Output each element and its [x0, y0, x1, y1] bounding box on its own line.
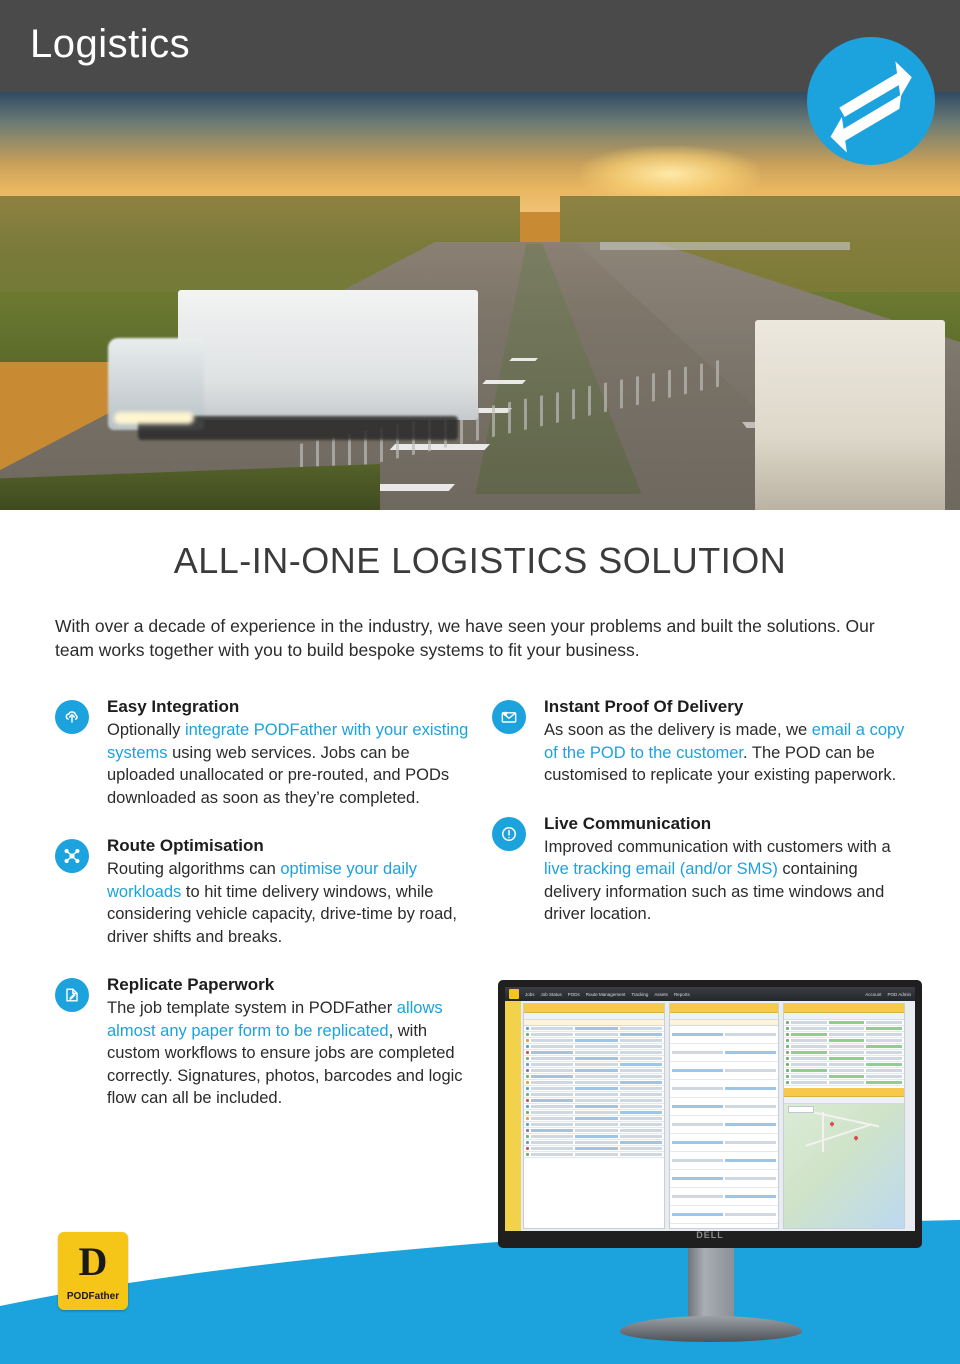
- monitor-stand-base: [620, 1316, 802, 1342]
- monitor-brand-label: DELL: [696, 1230, 724, 1240]
- monitor-stand-neck: [688, 1248, 734, 1320]
- hero-truck-right: [755, 320, 960, 510]
- app-panel-run-details[interactable]: [783, 1003, 905, 1229]
- feature-body: [107, 997, 475, 1110]
- app-menu-item[interactable]: Jobs: [525, 991, 535, 997]
- app-menu-item[interactable]: Job Status: [540, 991, 562, 997]
- feature-body: [544, 836, 907, 926]
- intro-paragraph: With over a decade of experience in the industry, we have seen your problems and built the solutions. Our team works together with you to build bespoke systems to fit your business.: [55, 616, 875, 660]
- cloud-upload-icon: [55, 700, 89, 734]
- app-panel-header: [784, 1004, 904, 1013]
- route-network-icon: [55, 839, 89, 873]
- section-title: ALL-IN-ONE LOGISTICS SOLUTION: [173, 540, 787, 581]
- highlighted-text: allows almost any paper form to be replicated: [107, 999, 443, 1040]
- feature-title: Live Communication: [544, 813, 712, 833]
- app-panel-route-list[interactable]: [669, 1003, 779, 1229]
- app-menu-item[interactable]: PODs: [567, 991, 580, 997]
- feature-replicate-paperwork: [55, 974, 475, 1110]
- edit-document-icon: [55, 978, 89, 1012]
- app-run-map[interactable]: [784, 1104, 904, 1228]
- feature-route-optimisation: [55, 835, 475, 948]
- body-text: Optionally: [107, 721, 185, 739]
- highlighted-text: live tracking email (and/or SMS): [544, 860, 778, 878]
- feature-title: Replicate Paperwork: [107, 975, 275, 994]
- feature-title: Instant Proof Of Delivery: [544, 697, 744, 716]
- app-panel-toolbar[interactable]: [670, 1013, 778, 1020]
- desktop-monitor: [498, 980, 922, 1364]
- app-user-label[interactable]: POD Admin: [887, 991, 911, 997]
- feature-live-communication: [492, 813, 907, 926]
- app-panel-rows[interactable]: [670, 1026, 778, 1224]
- app-logo-icon: [509, 989, 519, 999]
- body-text: , with custom workflows to ensure jobs are completed correctly. Signatures, photos, barcodes and logic flow can all be included.: [107, 1021, 463, 1107]
- hero-sun: [580, 146, 760, 202]
- feature-body: [107, 719, 475, 809]
- highlighted-text: email a copy of the POD to the customer: [544, 721, 905, 762]
- page-title: Logistics: [30, 22, 191, 66]
- app-panel-toolbar[interactable]: [784, 1013, 904, 1020]
- hero-lane-marking: [509, 358, 538, 361]
- feature-title: Route Optimisation: [107, 836, 264, 855]
- body-text: containing delivery information such as time windows and driver location.: [544, 860, 885, 923]
- podfather-logo-letter: D: [78, 1239, 108, 1284]
- body-text: Improved communication with customers with a: [544, 837, 891, 856]
- features-column-right: [492, 696, 907, 952]
- app-map-header: [784, 1088, 904, 1097]
- app-panel-job-list[interactable]: [523, 1003, 665, 1229]
- hero-lane-marking: [482, 380, 526, 384]
- app-panel-header: [670, 1004, 778, 1013]
- body-text: to hit time delivery windows, while considering vehicle capacity, drive-time by road, driver shifts and breaks.: [107, 882, 458, 946]
- hero-gantry: [600, 242, 850, 250]
- body-text: Routing algorithms can: [107, 860, 281, 878]
- app-map-toolbar[interactable]: [784, 1097, 904, 1104]
- app-panel-toolbar[interactable]: [524, 1013, 664, 1020]
- body-text: . The POD can be customised to replicate your existing paperwork.: [544, 743, 897, 784]
- body-text: using web services. Jobs can be uploaded unallocated or pre-routed, and PODs downloaded as soon as they’re completed.: [107, 743, 450, 807]
- body-text: As soon as the delivery is made, we: [544, 721, 812, 739]
- app-menu-item[interactable]: Route Management: [585, 991, 626, 997]
- monitor-screen: [505, 987, 915, 1231]
- feature-body: [107, 858, 475, 948]
- highlighted-text: optimise your daily workloads: [107, 860, 417, 901]
- hero-truck-left: [108, 290, 478, 475]
- feature-instant-proof-of-delivery: [492, 696, 907, 787]
- app-account-label[interactable]: Account: [865, 991, 882, 997]
- app-panel-rows[interactable]: [784, 1020, 904, 1086]
- features-column-left: [55, 696, 475, 1136]
- podfather-logo-name: PODFather: [66, 1291, 120, 1302]
- app-workspace: [505, 1001, 915, 1231]
- app-menu-bar[interactable]: [505, 987, 915, 1001]
- app-side-rail[interactable]: [505, 1001, 521, 1231]
- envelope-star-icon: [492, 700, 526, 734]
- body-text: The job template system in PODFather: [107, 999, 397, 1017]
- app-menu-item[interactable]: Assets: [654, 991, 668, 997]
- monitor-bezel: [498, 980, 922, 1248]
- two-arrows-exchange-icon: [807, 37, 935, 165]
- feature-title: Easy Integration: [107, 697, 240, 716]
- app-menu-item[interactable]: Reports: [673, 991, 690, 997]
- app-panel-header: [524, 1004, 664, 1013]
- feature-easy-integration: [55, 696, 475, 809]
- podfather-logo: [58, 1232, 128, 1310]
- app-menu-item[interactable]: Tracking: [631, 991, 649, 997]
- alert-exclamation-icon: [492, 817, 526, 851]
- highlighted-text: integrate PODFather with your existing systems: [107, 721, 469, 762]
- feature-body: [544, 719, 907, 787]
- app-panel-rows[interactable]: [524, 1026, 664, 1158]
